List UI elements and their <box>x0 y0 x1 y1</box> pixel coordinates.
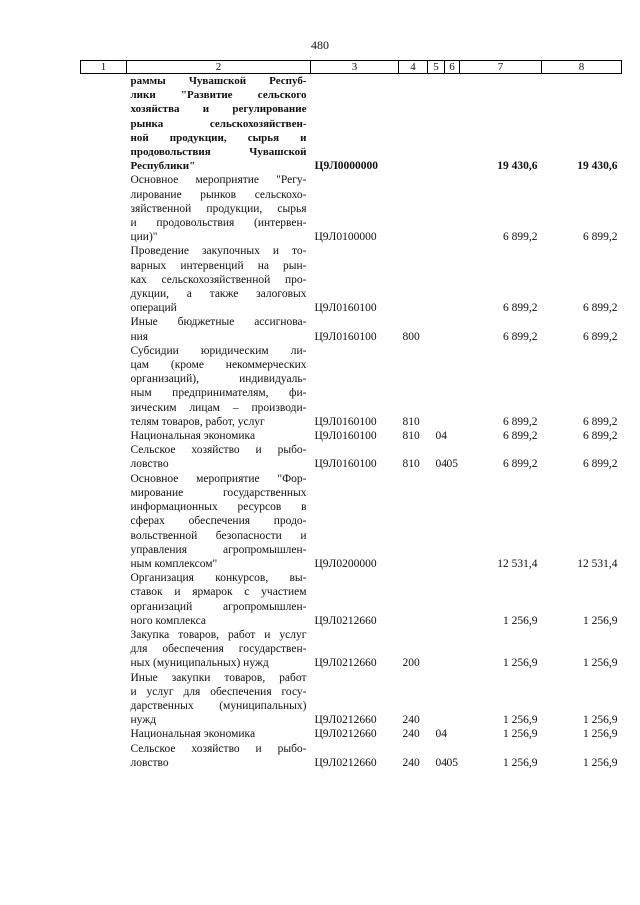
amount-col-7: 6 899,2 <box>503 415 538 428</box>
description-line: ния <box>130 330 149 343</box>
description-line: лирование рынков сельскохо- <box>130 188 307 201</box>
description-line: управления агропромышлен- <box>130 543 307 556</box>
description-line: ловство <box>130 756 169 769</box>
description-line: хозяйства и регулирование <box>130 103 307 116</box>
subsection-code <box>445 173 460 244</box>
table-row <box>81 74 622 174</box>
row-number-cell <box>81 628 127 671</box>
column-number-6: 6 <box>445 61 460 74</box>
description-line: Иные закупки товаров, работ <box>130 671 307 684</box>
table-body <box>81 74 622 770</box>
description-line: лики "Развитие сельского <box>130 89 307 102</box>
description-line: зяйственной продукции, сырья <box>130 202 307 215</box>
row-number-cell <box>81 727 127 741</box>
subsection-code <box>445 472 460 571</box>
amount-col-7: 6 899,2 <box>503 231 538 244</box>
expense-type-code <box>399 74 428 174</box>
section-code <box>428 244 445 315</box>
table-row <box>81 443 622 471</box>
amount-col-8: 1 256,9 <box>583 714 618 727</box>
amount-col-8: 6 899,2 <box>583 415 618 428</box>
target-article-code: Ц9Л0100000 <box>314 231 377 244</box>
description-line: Национальная экономика <box>130 728 256 741</box>
table-row <box>81 315 622 343</box>
amount-col-7: 6 899,2 <box>503 302 538 315</box>
description-line: нужд <box>130 714 157 727</box>
row-description <box>127 671 311 728</box>
row-number-cell <box>81 571 127 628</box>
section-code: 04 <box>435 430 447 443</box>
column-number-7: 7 <box>460 61 542 74</box>
target-article-code: Ц9Л0200000 <box>314 557 377 570</box>
row-number-cell <box>81 671 127 728</box>
subsection-code <box>445 244 460 315</box>
target-article-code: Ц9Л0160100 <box>314 302 377 315</box>
expense-type-code: 810 <box>402 415 420 428</box>
amount-col-7: 6 899,2 <box>503 430 538 443</box>
row-description <box>127 173 311 244</box>
row-description <box>127 74 311 174</box>
section-code <box>428 472 445 571</box>
row-number-cell <box>81 173 127 244</box>
amount-col-7: 12 531,4 <box>497 557 538 570</box>
description-line: Закупка товаров, работ и услуг <box>130 628 307 641</box>
description-line: раммы Чувашской Респуб- <box>130 75 307 87</box>
description-line: мирование государственных <box>130 486 307 499</box>
description-line: ставок и ярмарок с участием <box>130 586 307 599</box>
subsection-code <box>445 571 460 628</box>
row-number-cell <box>81 244 127 315</box>
section-code: 04 <box>435 756 447 769</box>
amount-col-8: 12 531,4 <box>577 557 618 570</box>
description-line: ловство <box>130 458 169 471</box>
table-row <box>81 173 622 244</box>
column-number-row <box>81 61 622 74</box>
row-description <box>127 244 311 315</box>
description-line: Основное мероприятие "Фор- <box>130 472 307 485</box>
row-description <box>127 429 311 443</box>
description-line: рынка сельскохозяйствен- <box>130 117 307 130</box>
description-line: и продовольствия (интервен- <box>130 217 307 230</box>
description-line: продовольствия Чувашской <box>130 146 307 159</box>
expense-type-code: 810 <box>402 458 420 471</box>
description-line: Организация конкурсов, вы- <box>130 572 307 585</box>
description-line: информационных ресурсов в <box>130 501 307 514</box>
description-line: организаций), индивидуаль- <box>130 373 307 386</box>
row-description <box>127 571 311 628</box>
table-row <box>81 742 622 770</box>
row-number-cell <box>81 742 127 770</box>
table-row <box>81 429 622 443</box>
amount-col-8: 1 256,9 <box>583 728 618 741</box>
budget-table <box>80 60 622 770</box>
expense-type-code: 240 <box>402 756 420 769</box>
amount-col-7: 1 256,9 <box>503 728 538 741</box>
expense-type-code: 800 <box>402 330 420 343</box>
amount-col-8: 6 899,2 <box>583 330 618 343</box>
row-number-cell <box>81 344 127 429</box>
amount-col-7: 19 430,6 <box>497 160 538 173</box>
section-code: 04 <box>435 458 447 471</box>
description-line: ции)" <box>130 231 158 244</box>
target-article-code: Ц9Л0212660 <box>314 728 377 741</box>
description-line: Республики" <box>130 160 196 173</box>
column-number-8: 8 <box>542 61 622 74</box>
target-article-code: Ц9Л0160100 <box>314 458 377 471</box>
row-description <box>127 344 311 429</box>
expense-type-code <box>399 571 428 628</box>
description-line: организаций агропромышлен- <box>130 600 307 613</box>
description-line: телям товаров, работ, услуг <box>130 415 265 428</box>
description-line: Проведение закупочных и то- <box>130 245 307 258</box>
subsection-code <box>445 315 460 343</box>
table-row <box>81 344 622 429</box>
section-code <box>428 344 445 429</box>
target-article-code: Ц9Л0212660 <box>314 657 377 670</box>
description-line: Сельское хозяйство и рыбо- <box>130 742 307 755</box>
description-line: для обеспечения государствен- <box>130 643 307 656</box>
section-code <box>428 173 445 244</box>
expense-type-code <box>399 244 428 315</box>
row-description <box>127 628 311 671</box>
row-number-cell <box>81 315 127 343</box>
description-line: зическим лицам – производи- <box>130 401 307 414</box>
expense-type-code: 200 <box>402 657 420 670</box>
description-line: цам (кроме некоммерческих <box>130 359 307 372</box>
subsection-code <box>445 344 460 429</box>
description-line: вольственной безопасности и <box>130 529 307 542</box>
description-line: ках сельскохозяйственной про- <box>130 273 307 286</box>
table-row <box>81 472 622 571</box>
expense-type-code: 810 <box>402 430 420 443</box>
description-line: ных (муниципальных) нужд <box>130 657 269 670</box>
description-line: дукции, а также залоговых <box>130 288 307 301</box>
amount-col-7: 1 256,9 <box>503 714 538 727</box>
subsection-code <box>445 628 460 671</box>
table-row <box>81 727 622 741</box>
target-article-code: Ц9Л0000000 <box>314 160 379 173</box>
column-number-2: 2 <box>127 61 311 74</box>
column-number-4: 4 <box>399 61 428 74</box>
row-description <box>127 443 311 471</box>
target-article-code: Ц9Л0160100 <box>314 415 377 428</box>
table-row <box>81 671 622 728</box>
expense-type-code: 240 <box>402 714 420 727</box>
row-number-cell <box>81 74 127 174</box>
amount-col-8: 1 256,9 <box>583 756 618 769</box>
description-line: Сельское хозяйство и рыбо- <box>130 444 307 457</box>
amount-col-8: 19 430,6 <box>577 160 618 173</box>
amount-col-7: 1 256,9 <box>503 657 538 670</box>
amount-col-8: 1 256,9 <box>583 614 618 627</box>
row-description <box>127 727 311 741</box>
subsection-code: 05 <box>446 756 458 769</box>
description-line: и услуг для обеспечения госу- <box>130 685 307 698</box>
description-line: сферах обеспечения продо- <box>130 515 307 528</box>
description-line: Национальная экономика <box>130 430 256 443</box>
description-line: дарственных (муниципальных) <box>130 699 307 712</box>
target-article-code: Ц9Л0212660 <box>314 756 377 769</box>
target-article-code: Ц9Л0160100 <box>314 330 377 343</box>
subsection-code: 05 <box>446 458 458 471</box>
row-description <box>127 742 311 770</box>
column-number-3: 3 <box>311 61 399 74</box>
description-line: Субсидии юридическим ли- <box>130 344 307 357</box>
description-line: Иные бюджетные ассигнова- <box>130 316 307 329</box>
amount-col-7: 1 256,9 <box>503 614 538 627</box>
amount-col-8: 6 899,2 <box>583 302 618 315</box>
target-article-code: Ц9Л0212660 <box>314 714 377 727</box>
description-line: операций <box>130 302 177 315</box>
section-code <box>428 74 445 174</box>
description-line: ным предпринимателям, фи- <box>130 387 307 400</box>
description-line: ной продукции, сырья и <box>130 131 307 144</box>
expense-type-code <box>399 472 428 571</box>
expense-type-code <box>399 173 428 244</box>
section-code <box>428 571 445 628</box>
amount-col-8: 6 899,2 <box>583 458 618 471</box>
expense-type-code: 240 <box>402 728 420 741</box>
target-article-code: Ц9Л0212660 <box>314 614 377 627</box>
section-code <box>428 628 445 671</box>
row-number-cell <box>81 472 127 571</box>
subsection-code <box>445 74 460 174</box>
amount-col-8: 6 899,2 <box>583 231 618 244</box>
row-number-cell <box>81 429 127 443</box>
amount-col-8: 6 899,2 <box>583 430 618 443</box>
column-number-5: 5 <box>428 61 445 74</box>
amount-col-8: 1 256,9 <box>583 657 618 670</box>
page-number: 480 <box>311 38 329 52</box>
row-description <box>127 315 311 343</box>
table-row <box>81 571 622 628</box>
amount-col-7: 1 256,9 <box>503 756 538 769</box>
section-code: 04 <box>435 728 447 741</box>
table-row <box>81 628 622 671</box>
amount-col-7: 6 899,2 <box>503 330 538 343</box>
description-line: Основное мероприятие "Регу- <box>130 174 307 187</box>
row-description <box>127 472 311 571</box>
description-line: ного комплекса <box>130 614 206 627</box>
subsection-code <box>445 671 460 728</box>
description-line: варных интервенций на рын- <box>130 259 307 272</box>
section-code <box>428 315 445 343</box>
table-header <box>81 61 622 74</box>
section-code <box>428 671 445 728</box>
row-number-cell <box>81 443 127 471</box>
table-row <box>81 244 622 315</box>
target-article-code: Ц9Л0160100 <box>314 430 377 443</box>
column-number-1: 1 <box>81 61 127 74</box>
amount-col-7: 6 899,2 <box>503 458 538 471</box>
description-line: ным комплексом" <box>130 557 218 570</box>
